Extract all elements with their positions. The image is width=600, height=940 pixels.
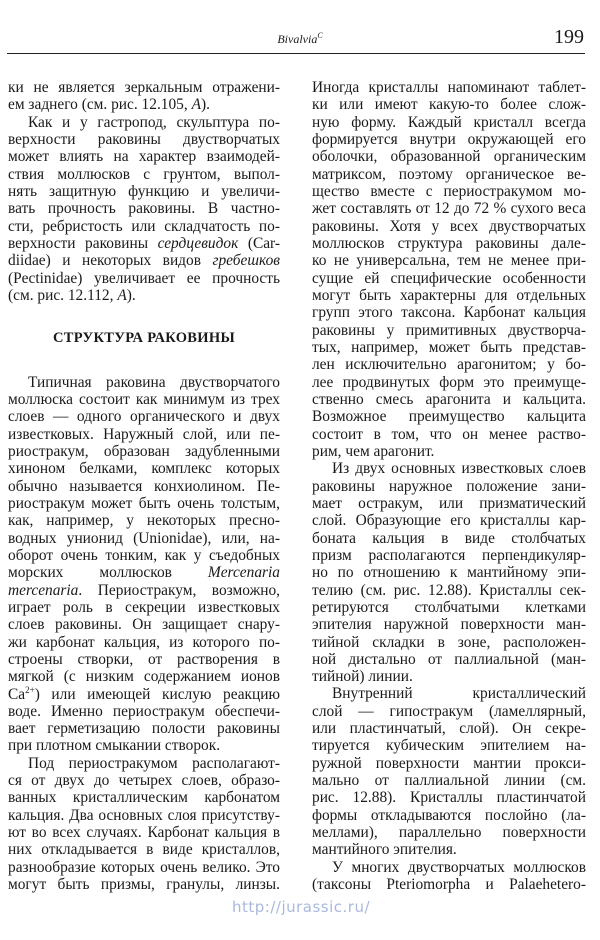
text-line bbox=[312, 616, 586, 633]
text-line bbox=[8, 824, 280, 841]
text-line bbox=[312, 789, 586, 806]
text-line bbox=[8, 876, 280, 893]
text-run: мантийного эпителия. bbox=[312, 841, 457, 859]
text-run: моллюсков структура раковины дале- bbox=[312, 234, 586, 252]
page-number: 199 bbox=[554, 26, 584, 48]
text-line bbox=[8, 859, 280, 876]
text-line bbox=[312, 443, 586, 460]
text-run: Как и у гастропод, скульптура по- bbox=[28, 113, 280, 131]
text-line bbox=[8, 668, 280, 685]
text-run: играет роль в секреции известковых bbox=[8, 598, 280, 616]
text-run: матриксом, поэтому органическое ве- bbox=[312, 165, 586, 183]
text-line bbox=[8, 703, 280, 720]
text-run: ) или имеющей кислую реакцию bbox=[34, 685, 280, 703]
text-run: раковины у примитивных двустворча- bbox=[312, 321, 586, 339]
text-line bbox=[312, 495, 586, 512]
text-line bbox=[8, 512, 280, 529]
text-run: лее продвинутых форм это преимуще- bbox=[312, 373, 586, 391]
text-run: ванных кристаллическим карбонатом bbox=[8, 789, 280, 807]
text-run: них откладывается в виде кристаллов, bbox=[8, 841, 280, 859]
text-run: . Периостракум, возможно, bbox=[78, 581, 280, 599]
right-column bbox=[312, 79, 586, 893]
text-run: моллюска состоит как минимум из трех bbox=[8, 390, 280, 408]
text-run: или пластинчатый, слой). Он секре- bbox=[312, 720, 586, 738]
text-line bbox=[8, 252, 280, 269]
text-line bbox=[312, 478, 586, 495]
text-line bbox=[312, 547, 586, 564]
text-line bbox=[312, 131, 586, 148]
text-run: ). bbox=[126, 286, 136, 304]
text-run: меллами), параллельно поверхности bbox=[312, 824, 586, 842]
text-line bbox=[312, 876, 586, 893]
text-line bbox=[8, 530, 280, 547]
text-run: телию (см. рис. 12.88). Кристаллы сек- bbox=[312, 581, 586, 599]
text-run: (см. рис. 12.112, bbox=[8, 286, 118, 304]
text-run: ки или имеют какую-то более слож- bbox=[312, 96, 586, 114]
text-line bbox=[8, 270, 280, 287]
text-line bbox=[312, 96, 586, 113]
text-line bbox=[8, 564, 280, 581]
text-run: хиноном белками, комплекс которых bbox=[8, 460, 280, 478]
text-run: верхности раковины двустворчатых bbox=[8, 130, 280, 148]
text-line bbox=[312, 218, 586, 235]
text-line bbox=[312, 183, 586, 200]
text-run: ной дистально от паллиальной (ман- bbox=[312, 650, 586, 668]
text-run: жет составлять от 12 до 72 % сухого веса bbox=[312, 200, 586, 218]
italic-term: mercenaria bbox=[8, 581, 79, 599]
text-run: рим, чем арагонит. bbox=[312, 442, 435, 460]
text-line bbox=[8, 183, 280, 200]
text-line bbox=[8, 218, 280, 235]
text-run: водных унионид (Unionidae), или, на- bbox=[8, 529, 280, 547]
text-run: ся от двух до четырех слоев, образо- bbox=[8, 772, 280, 790]
text-run: морских моллюсков bbox=[8, 564, 208, 582]
text-line bbox=[312, 737, 586, 754]
text-line bbox=[8, 114, 280, 131]
text-line bbox=[8, 634, 280, 651]
text-run: формируется внутри окружающей его bbox=[312, 130, 586, 148]
text-run: риостракум, образован задубленными bbox=[8, 442, 280, 460]
text-run: Под периостракумом располагают- bbox=[28, 754, 280, 772]
text-run: тийной) линии. bbox=[312, 668, 413, 686]
text-run: слой. Образующие его кристаллы кар- bbox=[312, 512, 586, 530]
text-line bbox=[312, 339, 586, 356]
text-run: вать прочность раковины. В частно- bbox=[8, 200, 280, 218]
text-run: может влиять на характер взаимодей- bbox=[8, 148, 280, 166]
text-run: но по отношению к мантийному эпи- bbox=[312, 564, 586, 582]
text-run: состоит в том, что он менее раство- bbox=[312, 425, 586, 443]
section-heading: СТРУКТУРА РАКОВИНЫ bbox=[53, 330, 235, 347]
text-run: слоев раковины. Он защищает снару- bbox=[8, 616, 280, 634]
text-run: верхности раковины bbox=[8, 234, 158, 252]
text-line bbox=[8, 651, 280, 668]
text-line bbox=[8, 582, 280, 599]
text-run: Из двух основных известковых слоев bbox=[332, 460, 586, 478]
text-line bbox=[8, 495, 280, 512]
text-run: вает герметизацию полости раковины bbox=[8, 720, 280, 738]
running-title-text: Bivalvia bbox=[277, 32, 318, 46]
text-run: ем заднего (см. рис. 12.105, bbox=[8, 96, 192, 114]
italic-term: А bbox=[191, 96, 201, 114]
text-line bbox=[8, 235, 280, 252]
text-line bbox=[8, 789, 280, 806]
text-run: мально от паллиальной линии (см. bbox=[312, 772, 586, 790]
text-line bbox=[8, 131, 280, 148]
text-line bbox=[312, 374, 586, 391]
text-run: формы откладываются послойно (ла- bbox=[312, 806, 586, 824]
text-run: лен исключительно арагонитом; у бо- bbox=[312, 356, 586, 374]
text-line bbox=[312, 270, 586, 287]
text-run: мает остракум, или призматический bbox=[312, 494, 586, 512]
text-line bbox=[312, 148, 586, 165]
text-line bbox=[312, 720, 586, 737]
text-line bbox=[312, 685, 586, 702]
text-run: мягкой (с низким содержанием ионов bbox=[8, 668, 280, 686]
text-run: призм располагаются перпендикуляр- bbox=[312, 546, 586, 564]
text-line bbox=[8, 391, 280, 408]
text-run: слоев — одного органического и двух bbox=[8, 408, 280, 426]
text-line bbox=[312, 755, 586, 772]
italic-term: гребешков bbox=[212, 252, 280, 270]
text-line bbox=[8, 616, 280, 633]
text-run: при плотном смыкании створок. bbox=[8, 737, 221, 755]
text-line bbox=[312, 772, 586, 789]
text-run: (таксоны Pteriomorpha и Palaehetero- bbox=[312, 876, 586, 894]
text-line bbox=[312, 703, 586, 720]
paragraph bbox=[312, 859, 586, 894]
text-line bbox=[312, 391, 586, 408]
text-line bbox=[8, 686, 280, 703]
text-line bbox=[312, 824, 586, 841]
text-run: могут быть призмы, гранулы, линзы. bbox=[8, 876, 280, 894]
text-run: риостракум может быть очень толстым, bbox=[8, 494, 280, 512]
text-run: нять защитную функцию и увеличи- bbox=[8, 182, 280, 200]
text-run: ственно смесь арагонита и кальцита. bbox=[312, 390, 586, 408]
text-line bbox=[312, 79, 586, 96]
text-run: как, например, у некоторых пресно- bbox=[8, 512, 280, 530]
text-run: (Pectinidae) увеличивает ее прочность bbox=[8, 269, 280, 287]
text-run: слой — гипостракум (ламеллярный, bbox=[312, 702, 586, 720]
text-line bbox=[312, 252, 586, 269]
text-line bbox=[312, 408, 586, 425]
text-line bbox=[8, 443, 280, 460]
text-run: жи карбонат кальция, из которого по- bbox=[8, 633, 280, 651]
text-line bbox=[312, 166, 586, 183]
paragraph bbox=[312, 685, 586, 858]
text-run: обычно называется конхиолином. Пе- bbox=[8, 477, 280, 495]
text-line bbox=[312, 287, 586, 304]
text-run: щество вместе с периостракумом мо- bbox=[312, 182, 586, 200]
text-line bbox=[8, 287, 280, 304]
italic-term: Mercenaria bbox=[207, 564, 280, 582]
text-run: ствия моллюсков с грунтом, выпол- bbox=[8, 165, 280, 183]
text-run: ную форму. Каждый кристалл всегда bbox=[312, 113, 586, 131]
italic-term: сердцевидок bbox=[157, 234, 239, 252]
text-run: diidae) и некоторых видов bbox=[8, 252, 213, 270]
text-run: оборот очень тонким, как у съедобных bbox=[8, 546, 280, 564]
text-line bbox=[8, 720, 280, 737]
text-line bbox=[312, 356, 586, 373]
text-run: раковины. Хотя у всех двустворчатых bbox=[312, 217, 586, 235]
superscript: 2+ bbox=[25, 684, 35, 695]
text-run: Типичная раковина двустворчатого bbox=[28, 373, 280, 391]
text-line bbox=[312, 512, 586, 529]
text-line bbox=[312, 582, 586, 599]
text-line bbox=[312, 114, 586, 131]
header-rule bbox=[7, 53, 585, 54]
text-line bbox=[312, 460, 586, 477]
text-line bbox=[8, 408, 280, 425]
text-line bbox=[312, 634, 586, 651]
text-line bbox=[8, 755, 280, 772]
italic-term: А bbox=[117, 286, 127, 304]
running-title-superscript: C bbox=[317, 31, 323, 40]
text-line bbox=[312, 807, 586, 824]
text-line bbox=[312, 668, 586, 685]
text-line bbox=[312, 530, 586, 547]
text-line bbox=[8, 547, 280, 564]
text-run: строены створки, от растворения в bbox=[8, 650, 280, 668]
text-run: могут быть характерны для отдельных bbox=[312, 286, 586, 304]
text-run: кальция. Два основных слоя присутству- bbox=[8, 806, 280, 824]
text-line bbox=[8, 96, 280, 113]
text-line bbox=[312, 599, 586, 616]
text-run: Возможное преимущество кальцита bbox=[312, 408, 586, 426]
text-run: боната кальция в виде столбчатых bbox=[312, 529, 586, 547]
text-run: известковых. Наружный слой, или пе- bbox=[8, 425, 280, 443]
text-run: ки не является зеркальным отражени- bbox=[8, 79, 280, 96]
text-line bbox=[8, 599, 280, 616]
text-line bbox=[312, 322, 586, 339]
text-line bbox=[312, 426, 586, 443]
text-line bbox=[8, 460, 280, 477]
text-run: ). bbox=[200, 96, 210, 114]
text-run: Внутренний кристаллический bbox=[332, 685, 586, 703]
text-line bbox=[8, 200, 280, 217]
paragraph bbox=[312, 79, 586, 460]
text-line bbox=[8, 841, 280, 858]
text-line bbox=[312, 859, 586, 876]
text-line bbox=[8, 374, 280, 391]
text-line bbox=[312, 235, 586, 252]
text-run: сущие ей специфические особенности bbox=[312, 269, 586, 287]
paragraph bbox=[8, 114, 280, 305]
paragraph bbox=[8, 374, 280, 755]
text-run: групп этого таксона. Карбонат кальция bbox=[312, 304, 586, 322]
text-run: рис. 12.88). Кристаллы пластинчатой bbox=[312, 789, 586, 807]
paragraph bbox=[8, 79, 280, 114]
text-run: раковины наружное положение зани- bbox=[312, 477, 586, 495]
text-run: У многих двустворчатых моллюсков bbox=[332, 858, 586, 876]
text-run: сти, ребристость или складчатость по- bbox=[8, 217, 280, 235]
text-line bbox=[8, 166, 280, 183]
left-column bbox=[8, 79, 280, 893]
text-run: эпителия наружной поверхности ман- bbox=[312, 616, 586, 634]
text-line bbox=[8, 807, 280, 824]
text-run: тируется кубическим эпителием на- bbox=[312, 737, 586, 755]
text-line bbox=[312, 564, 586, 581]
text-line bbox=[312, 200, 586, 217]
text-line bbox=[8, 478, 280, 495]
text-line bbox=[312, 304, 586, 321]
text-run: ют во всех случаях. Карбонат кальция в bbox=[8, 824, 280, 842]
text-run: тых, например, может быть представ- bbox=[312, 338, 586, 356]
text-run: ретируются столбчатыми клетками bbox=[312, 598, 586, 616]
text-line bbox=[8, 148, 280, 165]
running-title bbox=[0, 31, 600, 47]
text-run: (Car- bbox=[238, 234, 281, 252]
text-line bbox=[8, 79, 280, 96]
text-run: воде. Именно периостракум обеспечи- bbox=[8, 702, 280, 720]
text-line bbox=[8, 772, 280, 789]
text-run: Иногда кристаллы напоминают таблет- bbox=[312, 79, 586, 96]
text-run: оболочки, образованной органическим bbox=[312, 148, 586, 166]
text-run: тийной складки в зоне, расположен- bbox=[312, 633, 586, 651]
text-line bbox=[312, 841, 586, 858]
watermark: http://jurassic.ru/ bbox=[232, 898, 371, 916]
text-run: ко не универсальна, тем не менее при- bbox=[312, 252, 586, 270]
text-run: ружной поверхности мантии прокси- bbox=[312, 754, 586, 772]
paragraph bbox=[312, 460, 586, 685]
paragraph bbox=[8, 755, 280, 894]
text-run: Ca bbox=[8, 685, 26, 703]
text-line bbox=[8, 737, 280, 754]
text-run: разнообразие которых очень велико. Это bbox=[8, 858, 280, 876]
text-line bbox=[8, 426, 280, 443]
text-line bbox=[312, 651, 586, 668]
